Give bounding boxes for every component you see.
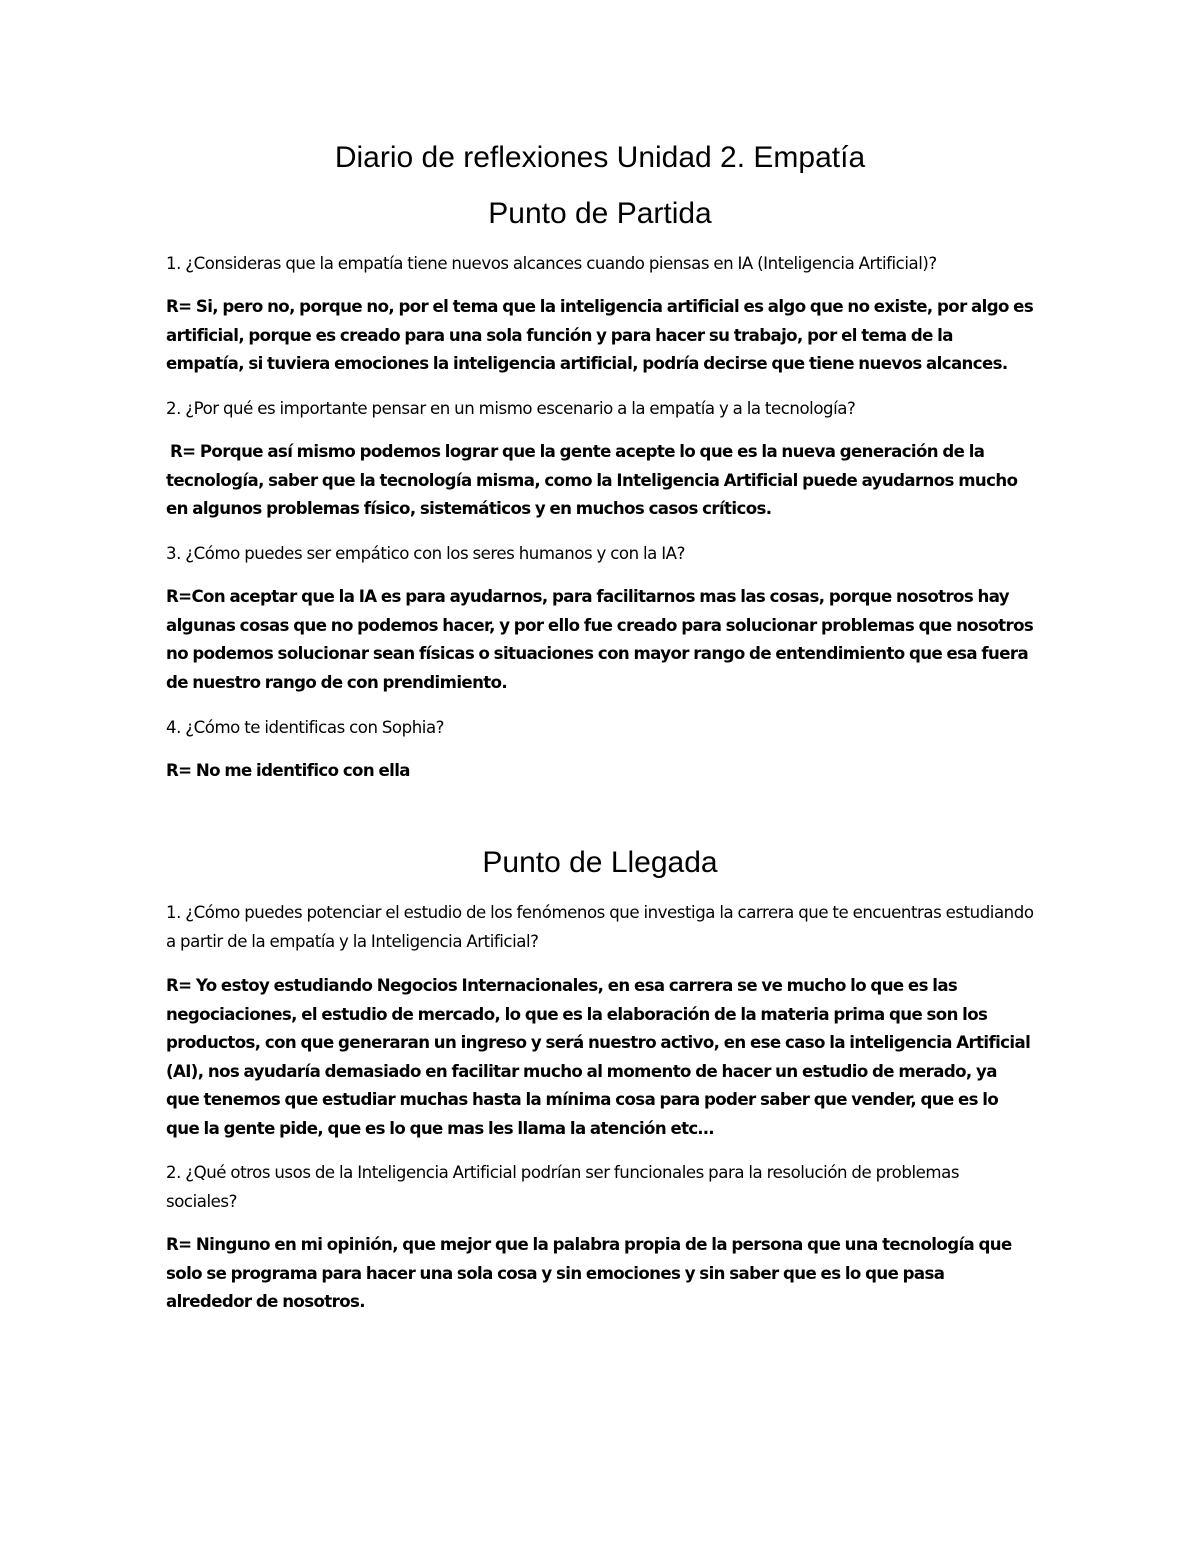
question-4: 4. ¿Cómo te identificas con Sophia? [166,718,445,737]
question-3: 3. ¿Cómo puedes ser empático con los seres humanos y con la IA? [166,544,685,563]
answer-1: R= Si, pero no, porque no, por el tema que la inteligencia artificial es algo que no existe, por algo es artificial, porque es creado para una sola función y para hacer su trabajo, por el tema de la empatía, si tuviera emociones la inteligencia artificial, podría decirse que tiene nuevos alcances. [166,297,1034,373]
question-2: 2. ¿Por qué es importante pensar en un mismo escenario a la empatía y a la tecnología? [166,399,856,418]
question-6: 2. ¿Qué otros usos de la Inteligencia Artificial podrían ser funcionales para la resolución de problemas sociales? [166,1163,960,1211]
question-1: 1. ¿Consideras que la empatía tiene nuevos alcances cuando piensas en IA (Inteligencia Artificial)? [166,254,937,273]
answer-5: R= Yo estoy estudiando Negocios Internacionales, en esa carrera se ve mucho lo que es las negociaciones, el estudio de mercado, lo que es la elaboración de la materia prima que son los productos, con que generaran un ingreso y será nuestro activo, en ese caso la inteligencia Artificial (AI), nos ayudaría demasiado en facilitar mucho al momento de hacer un estudio de merado, ya que tenemos que estudiar muchas hasta la mínima cosa para poder saber que vender, que es lo que la gente pide, que es lo que mas les llama la atención etc… [166,976,1031,1138]
answer-4: R= No me identifico con ella [166,761,410,780]
answer-3: R=Con aceptar que la IA es para ayudarnos, para facilitarnos mas las cosas, porque nosotros hay algunas cosas que no podemos hacer, y por ello fue creado para solucionar problemas que nosotros no podemos solucionar sean físicas o situaciones con mayor rango de entendimiento que esa fuera de nuestro rango de con prendimiento. [166,587,1034,692]
question-5: 1. ¿Cómo puedes potenciar el estudio de los fenómenos que investiga la carrera que te encuentras estudiando a partir de la empatía y la Inteligencia Artificial? [166,903,1034,951]
answer-2: R= Porque así mismo podemos lograr que la gente acepte lo que es la nueva generación de la tecnología, saber que la tecnología misma, como la Inteligencia Artificial puede ayudarnos mucho en algunos problemas físico, sistemáticos y en muchos casos críticos. [166,442,1018,518]
answer-6: R= Ninguno en mi opinión, que mejor que la palabra propia de la persona que una tecnología que solo se programa para hacer una sola cosa y sin emociones y sin saber que es lo que pasa alrededor de nosotros. [166,1235,1012,1311]
document-title: Diario de reflexiones Unidad 2. Empatía [334,141,866,174]
section-heading-llegada: Punto de Llegada [482,846,718,879]
section-heading-partida: Punto de Partida [488,197,712,230]
